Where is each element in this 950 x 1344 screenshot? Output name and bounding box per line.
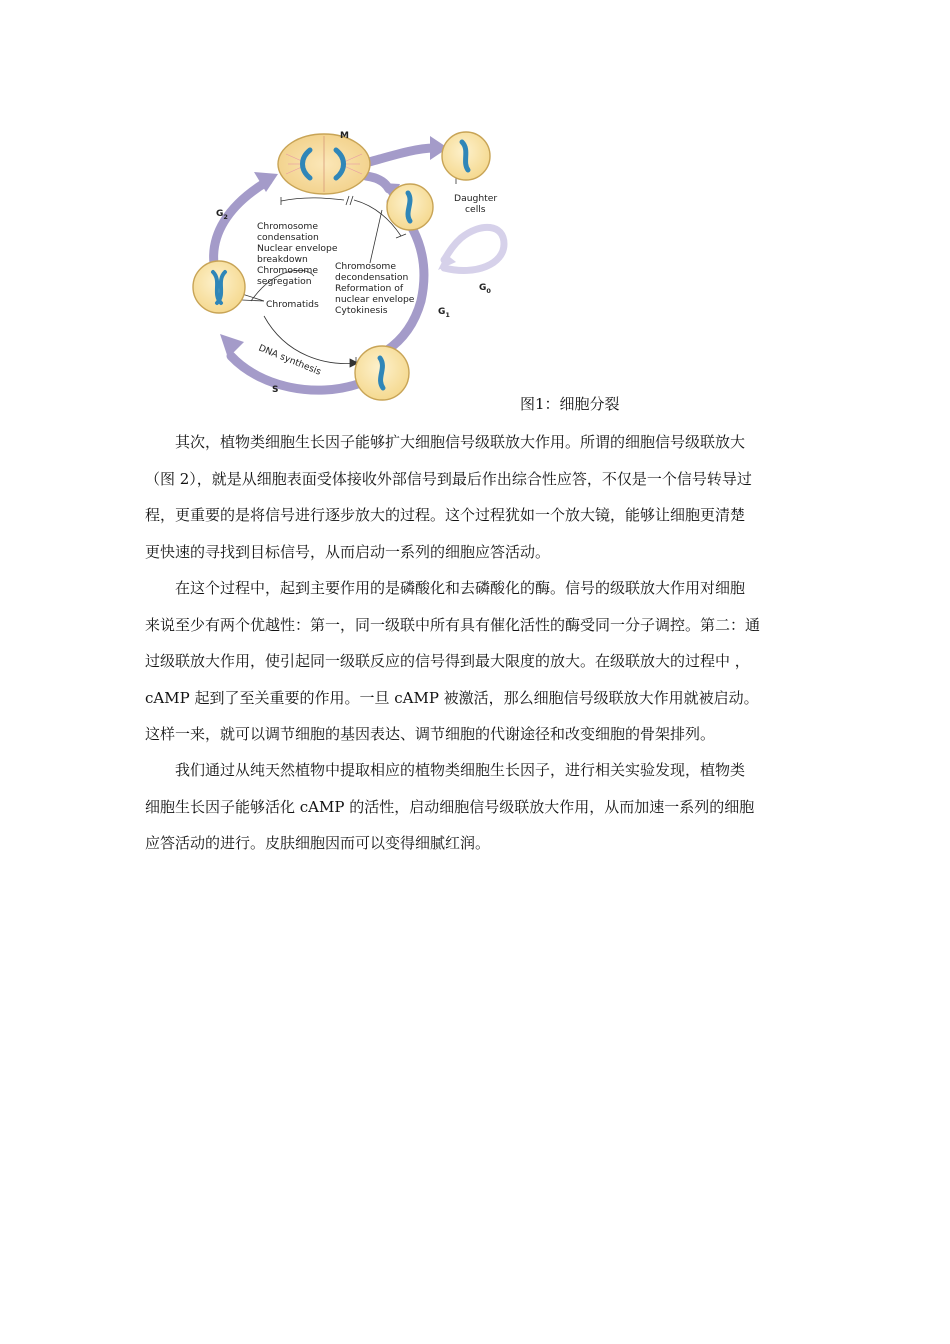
phase-label-g0-sub: 0 [486,287,491,295]
paragraph-line: 过级联放大作用，使引起同一级联反应的信号得到最大限度的放大。在级联放大的过程中 ， [145,652,750,670]
paragraph-line: 程，更重要的是将信号进行逐步放大的过程。这个过程犹如一个放大镜，能够让细胞更清楚 [145,506,746,524]
paragraph-line: （图 2），就是从细胞表面受体接收外部信号到最后作出综合性应答，不仅是一个信号转导过 [145,469,752,488]
s-phase-cell [355,346,409,400]
m-event-line: segregation [257,276,312,287]
m-event-line: condensation [257,232,319,243]
mitosis-cell [278,134,370,194]
phase-label-g2: G [216,209,224,219]
paragraph-3 [145,752,810,862]
m-event-line: breakdown [257,254,308,265]
svg-text:G0 [479,283,491,295]
svg-text:G1 [438,307,450,319]
phase-label-g1-sub: 1 [445,311,450,319]
paragraph-2 [145,570,810,753]
paragraph-line: 其次，植物类细胞生长因子能够扩大细胞信号级联放大作用。所谓的细胞信号级联放大 [145,433,746,451]
paragraph-line: 应答活动的进行。皮肤细胞因而可以变得细腻红润。 [145,834,491,852]
daughter-cell-top [442,132,490,180]
paragraph-line: 更快速的寻找到目标信号，从而启动一系列的细胞应答活动。 [145,542,551,561]
daughter-label-1: Daughter [454,193,498,204]
paragraph-line: cAMP 起到了至关重要的作用。一旦 cAMP 被激活，那么细胞信号级联放大作用就被启动。 [145,688,759,707]
paragraph-line: 来说至少有两个优越性：第一，同一级联中所有具有催化活性的酶受同一分子调控。第二：通 [145,615,761,634]
paragraph-1 [145,424,810,570]
g1-event-line: Reformation of [335,283,404,294]
g1-cell [387,184,433,230]
g1-events-label [335,261,415,316]
g1-event-line: Chromosome [335,261,397,272]
phase-label-g1: G [438,307,446,317]
phase-label-s: S [272,385,279,395]
paragraph-line: 细胞生长因子能够活化 cAMP 的活性，启动细胞信号级联放大作用，从而加速一系列的细胞 [145,797,755,816]
phase-label-g2-sub: 2 [223,213,228,221]
cell-cycle-figure [186,126,516,408]
paragraph-line: 我们通过从纯天然植物中提取相应的植物类细胞生长因子，进行相关实验发现，植物类 [145,761,746,779]
dna-synthesis-label: DNA synthesis [256,342,323,378]
chromatids-label: Chromatids [266,299,319,310]
g1-event-line: nuclear envelope [335,294,415,305]
paragraph-line: 这样一来，就可以调节细胞的基因表达、调节细胞的代谢途径和改变细胞的骨架排列。 [145,725,716,743]
paragraph-line: 在这个过程中，起到主要作用的是磷酸化和去磷酸化的酶。信号的级联放大作用对细胞 [145,579,746,597]
g1-event-line: decondensation [335,272,409,283]
m-event-line: Chromosome [257,221,319,232]
phase-label-m: M [340,131,349,141]
phase-label-g0: G [479,283,487,293]
figure-caption: 图1：细胞分裂 [520,395,620,413]
g2-cell [193,261,245,313]
m-event-line: Nuclear envelope [257,243,338,254]
m-event-line: Chromosome [257,265,319,276]
m-events-label [257,221,338,287]
g1-event-line: Cytokinesis [335,305,388,316]
daughter-label-2: cells [465,204,486,215]
